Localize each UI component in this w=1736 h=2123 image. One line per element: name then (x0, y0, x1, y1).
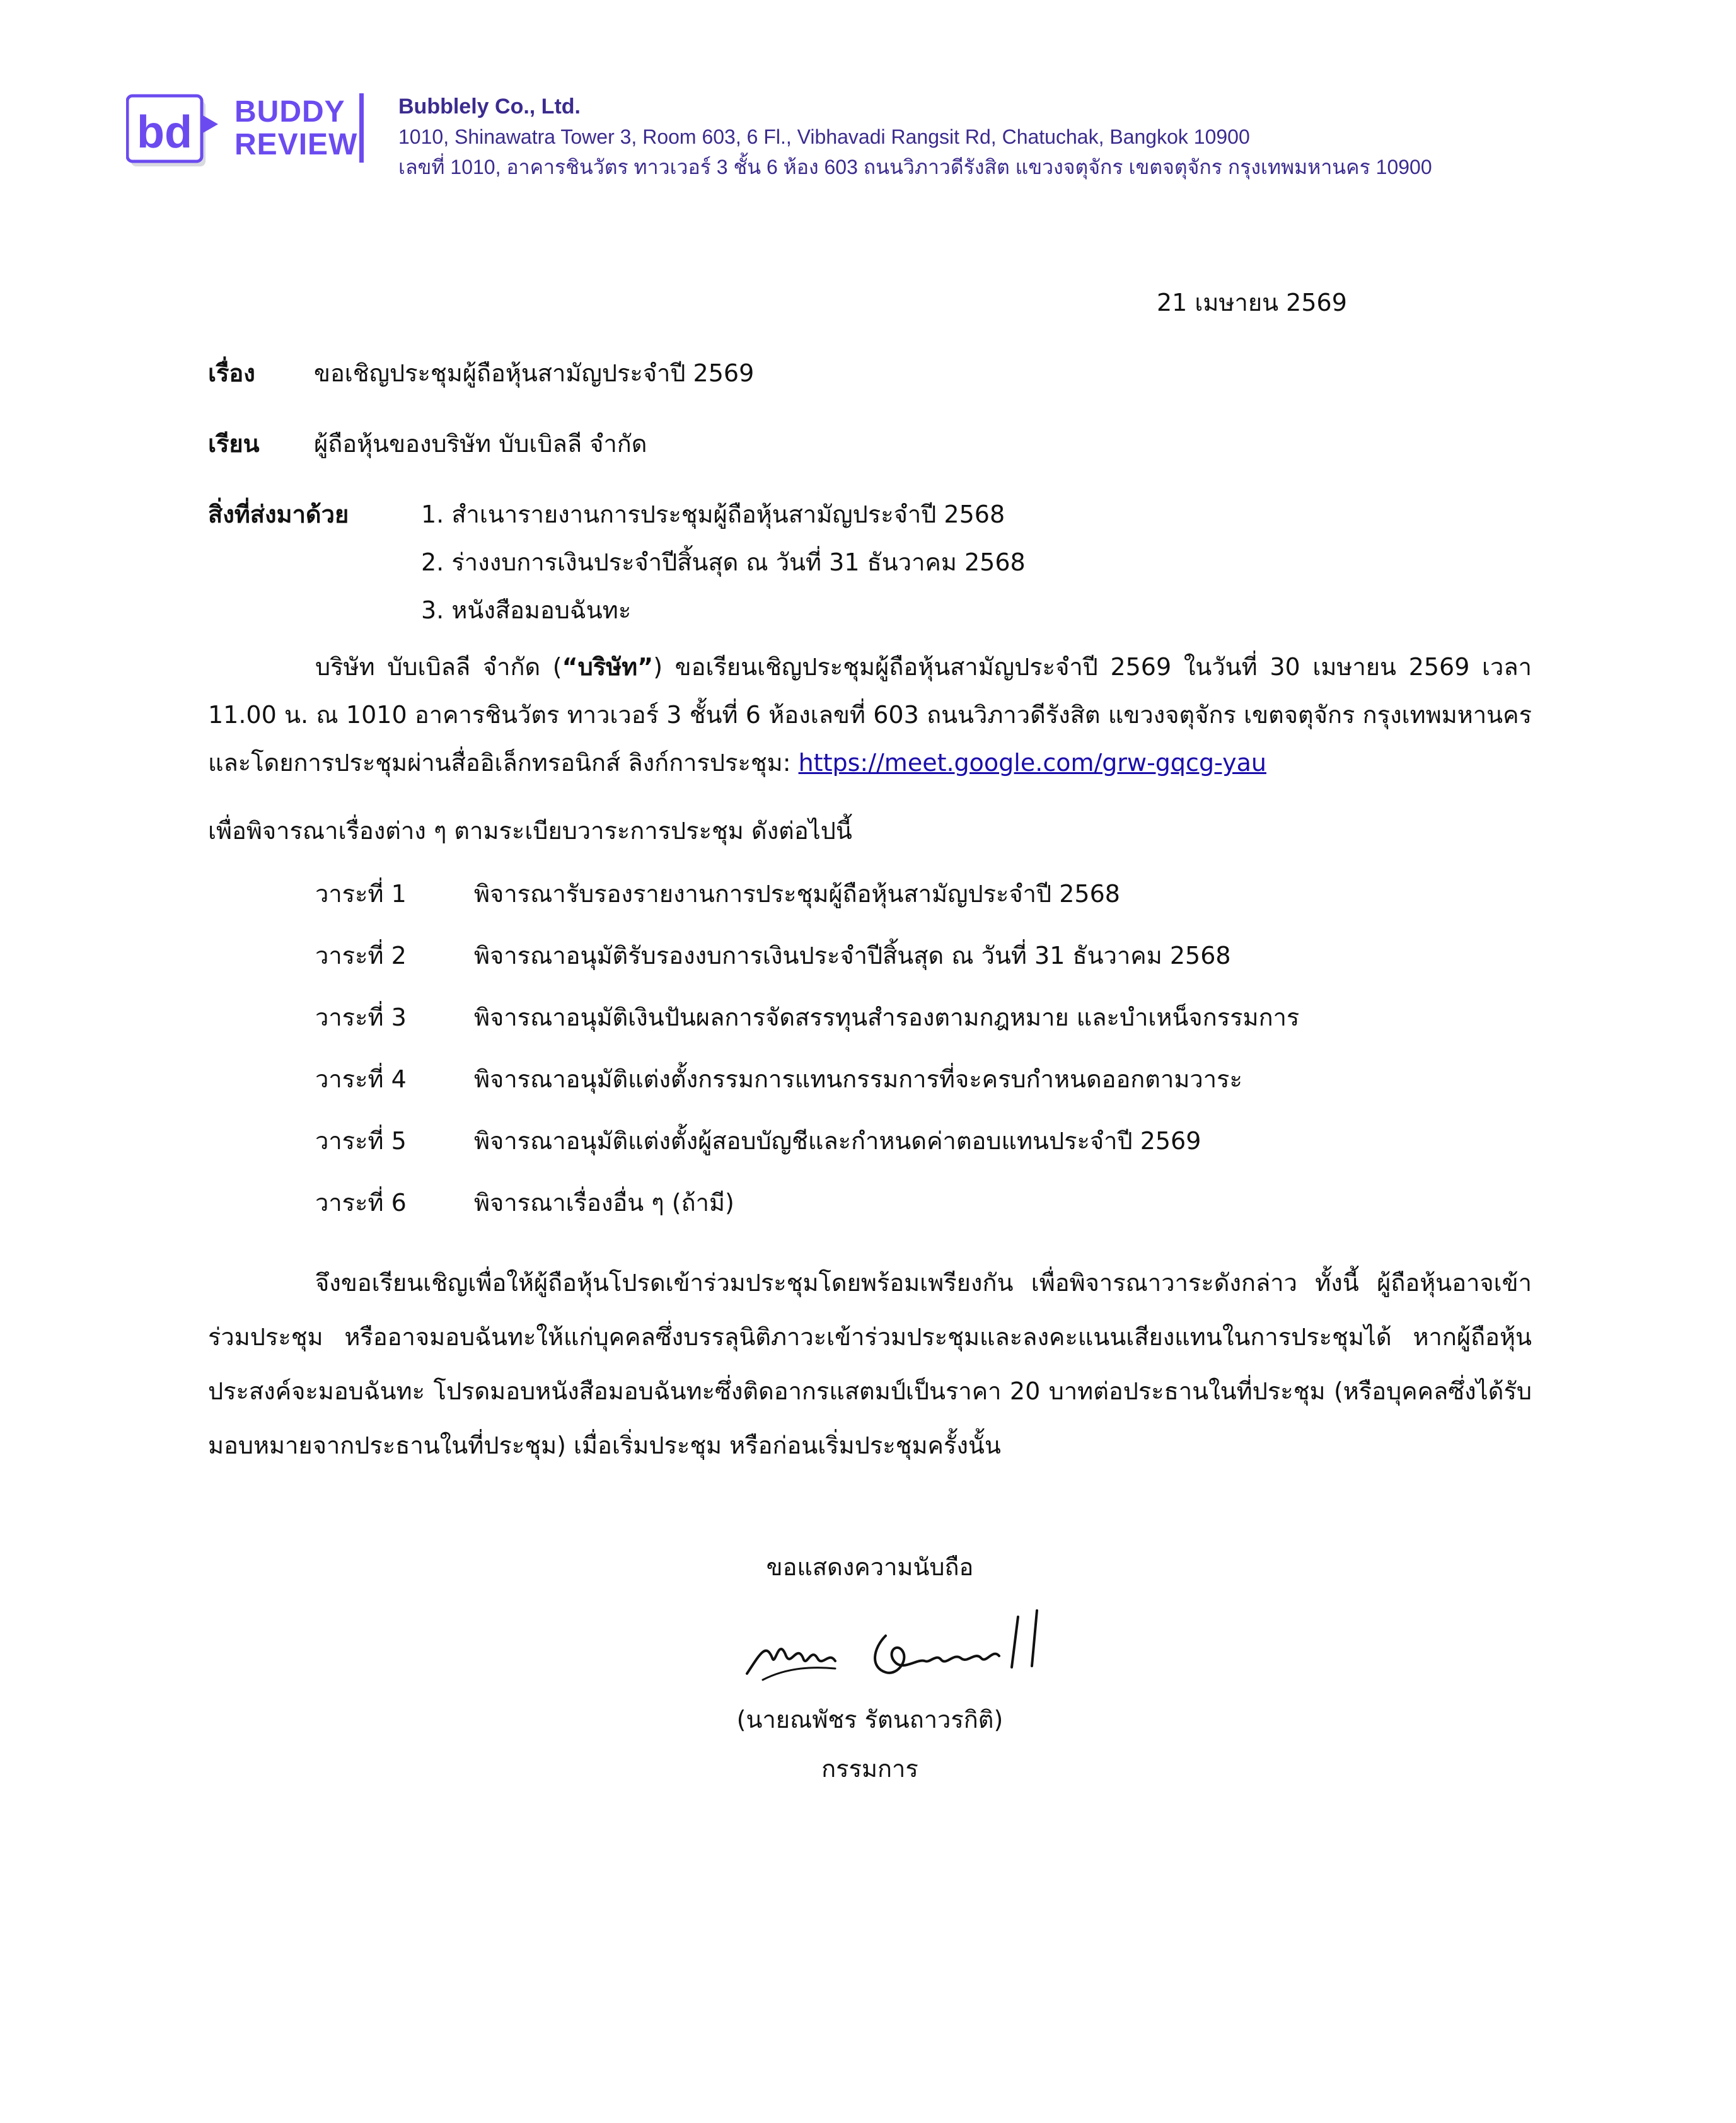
letter-date: 21 เมษายน 2569 (1157, 289, 1347, 316)
company-info (398, 91, 1432, 182)
enclosure-item-3: 3. หนังสือมอบฉันทะ (421, 596, 632, 624)
enclosures-label: สิ่งที่ส่งมาด้วย (208, 500, 349, 528)
closing-paragraph (208, 1256, 1532, 1472)
regards-text: ขอแสดงความนับถือ (766, 1553, 974, 1581)
intro-part-2: ) ขอเรียนเชิญประชุมผู้ถือหุ้นสามัญประจำปี 2569 ในวันที่ 30 เมษายน 2569 เวลา 11.00 น. ณ 1010 อาคารชินวัตร ทาวเวอร์ 3 ชั้นที่ 6 ห้องเลขที่ 603 ถนนวิภาวดีรังสิต แขวงจตุจักร เขตจตุจักร กรุงเทพมหานคร และโดยการประชุมผ่านสื่ออิเล็กทรอนิกส์ ลิงก์การประชุม: (208, 653, 1532, 777)
closing-text: จึงขอเรียนเชิญเพื่อให้ผู้ถือหุ้นโปรดเข้าร่วมประชุมโดยพร้อมเพรียงกัน เพื่อพิจารณาวาระดังกล่าว ทั้งนี้ ผู้ถือหุ้นอาจเข้าร่วมประชุม หรืออาจมอบฉันทะให้แก่บุคคลซึ่งบรรลุนิติภาวะเข้าร่วมประชุมและลงคะแนนเสียงแทนในการประชุมได้ หากผู้ถือหุ้นประสงค์จะมอบฉันทะ โปรดมอบหนังสือมอบฉันทะซึ่งติดอากรแสตมป์เป็นราคา 20 บาทต่อประธานในที่ประชุม (หรือบุคคลซึ่งได้รับมอบหมายจากประธานในที่ประชุม) เมื่อเริ่มประชุม หรือก่อนเริ่มประชุมครั้งนั้น (208, 1269, 1532, 1459)
intro-paragraph (208, 643, 1532, 787)
brand-divider (359, 93, 364, 163)
recipient-label: เรียน (208, 430, 260, 458)
agenda-item-1-text: พิจารณารับรองรายงานการประชุมผู้ถือหุ้นสามัญประจำปี 2568 (474, 880, 1120, 908)
bd-logo-icon (126, 90, 221, 171)
intro-part-1: บริษัท บับเบิลลี จำกัด ( (315, 653, 562, 681)
enclosure-item-1: 1. สำเนารายงานการประชุมผู้ถือหุ้นสามัญประจำปี 2568 (421, 500, 1005, 528)
company-address-en: 1010, Shinawatra Tower 3, Room 603, 6 Fl., Vibhavadi Rangsit Rd, Chatuchak, Bangkok 10900 (398, 125, 1250, 148)
company-address-th: เลขที่ 1010, อาคารชินวัตร ทาวเวอร์ 3 ชั้น 6 ห้อง 603 ถนนวิภาวดีรังสิต แขวงจตุจักร เขตจตุจักร กรุงเทพมหานคร 10900 (398, 156, 1432, 178)
agenda-item-2-text: พิจารณาอนุมัติรับรองงบการเงินประจำปีสิ้นสุด ณ วันที่ 31 ธันวาคม 2568 (474, 942, 1231, 969)
logo-mark: bd (137, 107, 192, 158)
agenda-item-6-label: วาระที่ 6 (315, 1189, 407, 1217)
brand-line-2: REVIEW (234, 128, 358, 161)
company-name: Bubblely Co., Ltd. (398, 95, 581, 119)
agenda-item-5-label: วาระที่ 5 (315, 1127, 407, 1155)
agenda-item-1-label: วาระที่ 1 (315, 880, 407, 908)
brand-line-1: BUDDY (234, 95, 345, 129)
agenda-intro: เพื่อพิจารณาเรื่องต่าง ๆ ตามระเบียบวาระการประชุม ดังต่อไปนี้ (208, 817, 852, 845)
enclosure-item-2: 2. ร่างงบการเงินประจำปีสิ้นสุด ณ วันที่ 31 ธันวาคม 2568 (421, 548, 1026, 576)
signatory-title: กรรมการ (821, 1755, 918, 1783)
agenda-item-5-text: พิจารณาอนุมัติแต่งตั้งผู้สอบบัญชีและกำหนดค่าตอบแทนประจำปี 2569 (474, 1127, 1201, 1155)
agenda-item-4-label: วาระที่ 4 (315, 1065, 407, 1093)
agenda-item-2-label: วาระที่ 2 (315, 942, 407, 969)
subject-text: ขอเชิญประชุมผู้ถือหุ้นสามัญประจำปี 2569 (314, 359, 755, 387)
subject-label: เรื่อง (208, 359, 255, 387)
agenda-item-4-text: พิจารณาอนุมัติแต่งตั้งกรรมการแทนกรรมการที่จะครบกำหนดออกตามวาระ (474, 1065, 1242, 1093)
agenda-item-3-text: พิจารณาอนุมัติเงินปันผลการจัดสรรทุนสำรองตามกฎหมาย และบำเหน็จกรรมการ (474, 1004, 1300, 1031)
handwritten-signature-icon (741, 1598, 1068, 1699)
recipient-text: ผู้ถือหุ้นของบริษัท บับเบิลลี จำกัด (314, 430, 647, 458)
signatory-name: (นายณพัชร รัตนถาวรกิติ) (736, 1706, 1004, 1733)
agenda-item-3-label: วาระที่ 3 (315, 1004, 407, 1031)
meeting-link[interactable]: https://meet.google.com/grw-gqcg-yau (798, 749, 1266, 777)
brand-name (234, 96, 357, 161)
company-defined-term: “บริษัท” (562, 653, 654, 681)
agenda-item-6-text: พิจารณาเรื่องอื่น ๆ (ถ้ามี) (474, 1189, 734, 1217)
